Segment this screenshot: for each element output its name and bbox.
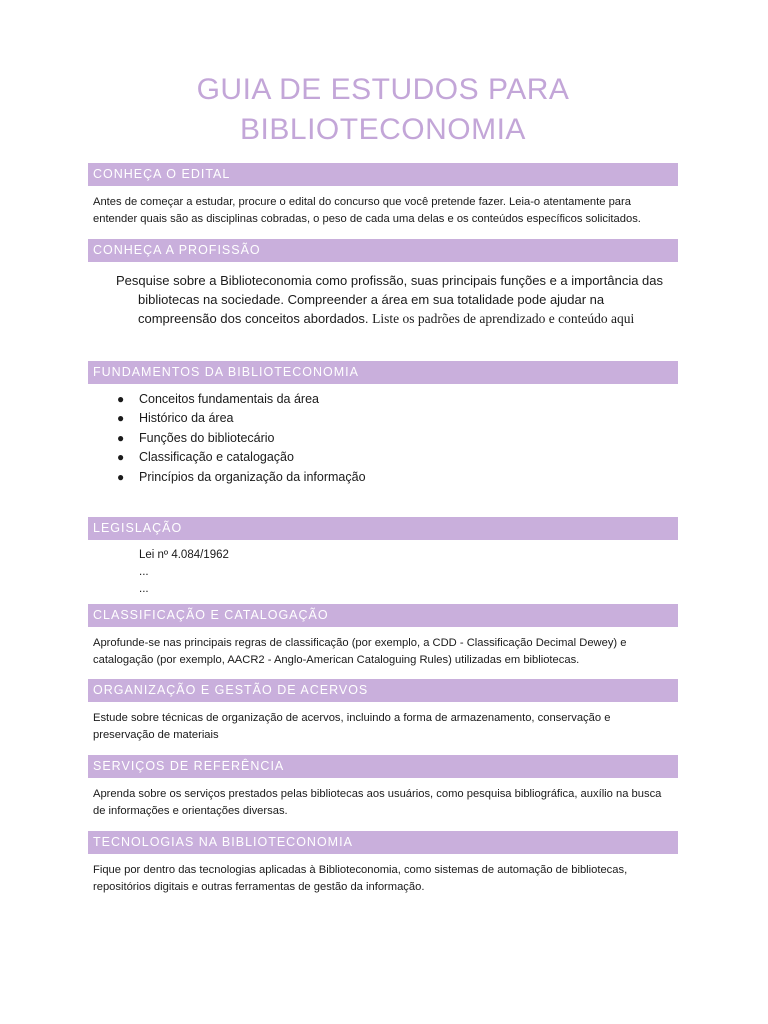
list-item-text: Princípios da organização da informação (139, 469, 366, 484)
section-heading-classificacao: CLASSIFICAÇÃO E CATALOGAÇÃO (88, 604, 678, 627)
list-item-text: Funções do bibliotecário (139, 430, 275, 445)
profissao-extra-text: Liste os padrões de aprendizado e conteúdo aqui (372, 311, 635, 326)
section-text-organizacao: Estude sobre técnicas de organização de acervos, incluindo a forma de armazenamento, conservação e preservação de materiais (93, 712, 611, 742)
legislacao-list (88, 547, 678, 598)
section-heading-organizacao: ORGANIZAÇÃO E GESTÃO DE ACERVOS (88, 679, 678, 702)
law-item: Lei nº 4.084/1962 (139, 549, 229, 562)
list-item (88, 468, 678, 487)
list-item-text: Classificação e catalogação (139, 450, 294, 465)
section-heading-profissao: CONHEÇA A PROFISSÃO (88, 239, 678, 262)
profissao-text: Pesquise sobre a Biblioteconomia como profissão, suas principais funções e a importância das bibliotecas na sociedade. Compreender a área em sua totalidade pode ajudar na compreensão dos conceitos abordados. (116, 273, 664, 326)
section-heading-tecnologias: TECNOLOGIAS NA BIBLIOTECONOMIA (88, 831, 678, 854)
list-item-text: Conceitos fundamentais da área (139, 392, 319, 406)
bullet-icon: ● (117, 469, 125, 484)
section-text-tecnologias: Fique por dentro das tecnologias aplicadas à Biblioteconomia, como sistemas de automação de bibliotecas, repositórios digitais e outras ferramentas de gestão da informação. (93, 864, 628, 894)
bullet-icon: ● (117, 392, 125, 406)
bullet-icon: ● (117, 450, 125, 465)
law-item: ... (139, 566, 149, 579)
bullet-icon: ● (117, 411, 125, 426)
section-text-servicos: Aprenda sobre os serviços prestados pelas bibliotecas aos usuários, como pesquisa bibliográfica, auxílio na busca de informações e orientações diversas. (93, 788, 662, 818)
title-line-2: BIBLIOTECONOMIA (240, 113, 526, 146)
section-heading-fundamentos: FUNDAMENTOS DA BIBLIOTECONOMIA (88, 361, 678, 384)
section-text-edital: Antes de começar a estudar, procure o edital do concurso que você pretende fazer. Leia-o atentamente para entender quais são as disciplinas cobradas, o peso de cada uma delas e os conteúdos específicos solicitados. (93, 196, 641, 225)
section-heading-legislacao: LEGISLAÇÃO (88, 517, 678, 540)
section-heading-servicos: SERVIÇOS DE REFERÊNCIA (88, 755, 678, 778)
law-item: ... (139, 583, 149, 596)
fundamentos-list (88, 390, 678, 487)
list-item (88, 448, 678, 467)
section-text-classificacao: Aprofunde-se nas principais regras de classificação (por exemplo, a CDD - Classificação Decimal Dewey) e catalogação (por exemplo, AACR2 - Anglo-American Cataloguing Rules) utilizadas em bibliotecas. (93, 637, 627, 667)
list-item (88, 429, 678, 448)
document-title (88, 70, 678, 150)
list-item (88, 390, 678, 409)
section-heading-edital: CONHEÇA O EDITAL (88, 163, 678, 186)
list-item (88, 409, 678, 428)
list-item-text: Histórico da área (139, 411, 234, 426)
section-text-profissao (88, 271, 678, 328)
title-line-1: GUIA DE ESTUDOS PARA (196, 73, 570, 106)
document-page (88, 0, 678, 896)
bullet-icon: ● (117, 430, 125, 445)
